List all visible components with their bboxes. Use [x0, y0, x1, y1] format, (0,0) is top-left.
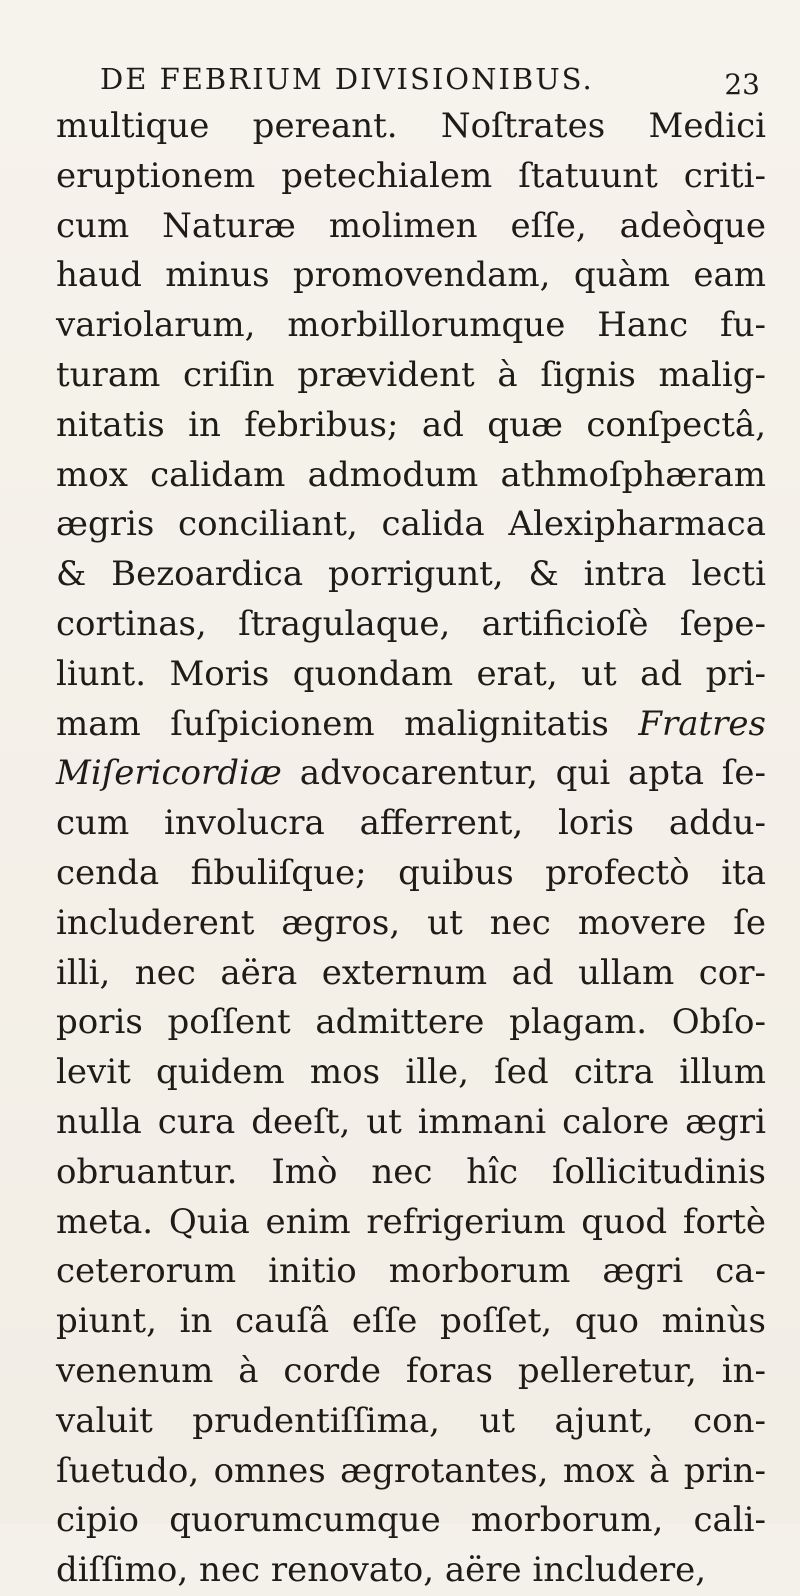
text-line	[56, 1048, 766, 1098]
text-segment: variolarum, morbillorumque Hanc fu-	[56, 305, 766, 346]
text-line	[56, 600, 766, 650]
text-line	[56, 998, 766, 1048]
text-line	[56, 1297, 766, 1347]
text-line	[56, 301, 766, 351]
running-title: DE FEBRIUM DIVISIONIBUS.	[100, 62, 594, 96]
text-line	[56, 550, 766, 600]
text-segment: cortinas, ſtragulaque, artificioſè ſepe-	[56, 603, 766, 644]
text-segment: eruptionem petechialem ſtatuunt criti-	[56, 155, 766, 196]
text-line	[56, 202, 766, 252]
text-segment: cenda fibuliſque; quibus profectò ita	[56, 852, 766, 893]
text-segment: ceterorum initio morborum ægri ca-	[56, 1251, 766, 1292]
text-segment: advocarentur, qui apta ſe-	[281, 753, 766, 794]
text-line	[56, 1098, 766, 1148]
text-segment: nitatis in febribus; ad quæ conſpectâ,	[56, 404, 766, 445]
text-segment: meta. Quia enim refrigerium quod fortè	[56, 1201, 766, 1242]
text-line	[56, 899, 766, 949]
text-line	[56, 251, 766, 301]
text-segment: piunt, in cauſâ eſſe poſſet, quo minùs	[56, 1301, 766, 1342]
text-line	[56, 351, 766, 401]
text-line	[56, 1397, 766, 1447]
text-line	[56, 1198, 766, 1248]
text-segment: & Bezoardica porrigunt, & intra lecti	[56, 554, 766, 595]
text-line	[56, 849, 766, 899]
text-segment: includerent ægros, ut nec movere ſe	[56, 902, 766, 943]
text-line	[56, 949, 766, 999]
text-segment: mox calidam admodum athmoſphæram	[56, 454, 766, 495]
text-segment: cum Naturæ molimen eſſe, adeòque	[56, 205, 766, 246]
text-segment: levit quidem mos ille, ſed citra illum	[56, 1052, 766, 1093]
text-line	[56, 1148, 766, 1198]
text-line	[56, 451, 766, 501]
text-segment: liunt. Moris quondam erat, ut ad pri-	[56, 653, 766, 694]
text-segment: poris poſſent admittere plagam. Obſo-	[56, 1002, 766, 1043]
text-segment: haud minus promovendam, quàm eam	[56, 255, 766, 296]
text-line	[56, 102, 766, 152]
text-segment: nulla cura deeſt, ut immani calore ægri	[56, 1101, 766, 1142]
text-segment: valuit prudentiſſima, ut ajunt, con-	[56, 1400, 766, 1441]
text-line	[56, 500, 766, 550]
text-line	[56, 152, 766, 202]
text-segment: ægris conciliant, calida Alexipharmaca	[56, 504, 766, 545]
text-line	[56, 650, 766, 700]
text-segment: obruantur. Imò nec hîc ſollicitudinis	[56, 1151, 766, 1192]
italic-text: Fratres	[638, 703, 766, 744]
running-head	[100, 62, 760, 104]
text-line	[56, 700, 766, 750]
text-segment: mam ſuſpicionem malignitatis	[56, 703, 639, 744]
text-line	[56, 1347, 766, 1397]
text-line	[56, 1496, 766, 1546]
text-line	[56, 1247, 766, 1297]
text-line	[56, 1546, 766, 1596]
page-number: 23	[724, 68, 760, 101]
body-text	[56, 102, 766, 1596]
text-segment: turam criſin prævident à ſignis malig-	[56, 354, 766, 395]
text-line	[56, 401, 766, 451]
text-segment: venenum à corde foras pelleretur, in-	[56, 1350, 766, 1391]
text-segment: multique pereant. Noſtrates Medici	[56, 106, 766, 146]
italic-text: Miſericordiæ	[56, 753, 282, 794]
text-segment: diſſimo, nec renovato, aëre includere,	[56, 1550, 707, 1591]
text-segment: ſuetudo, omnes ægrotantes, mox à prin-	[56, 1450, 766, 1491]
text-segment: cipio quorumcumque morborum, cali-	[56, 1500, 766, 1541]
text-segment: cum involucra afferrent, loris addu-	[56, 803, 766, 844]
text-line	[56, 1447, 766, 1497]
text-line	[56, 799, 766, 849]
text-line	[56, 749, 766, 799]
text-segment: illi, nec aëra externum ad ullam cor-	[56, 952, 766, 993]
